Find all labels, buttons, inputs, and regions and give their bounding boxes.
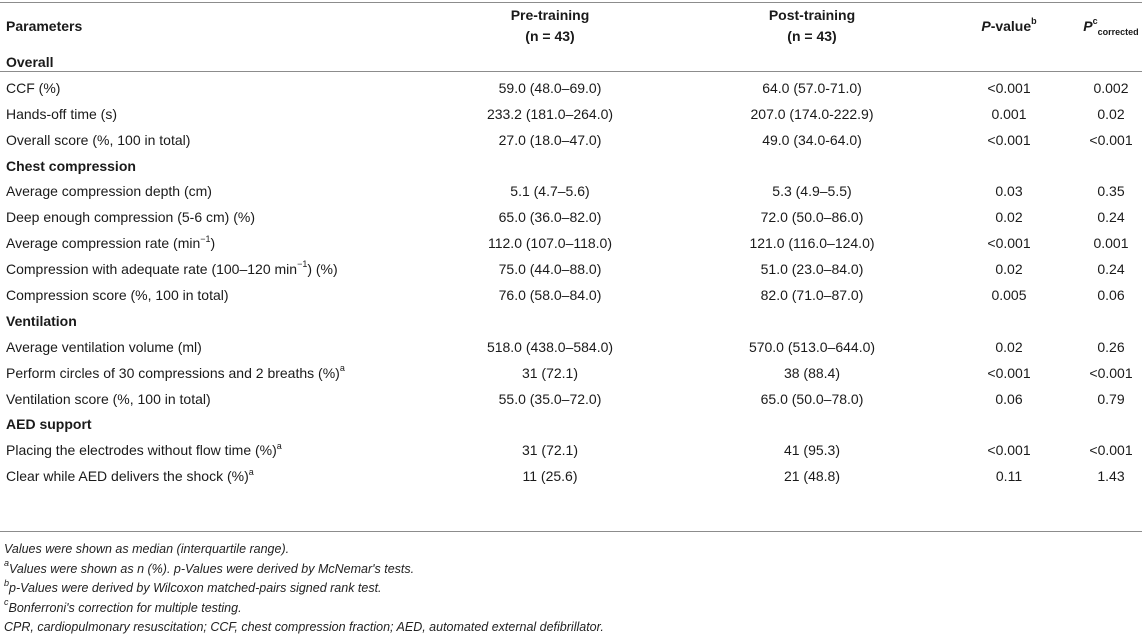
p-corrected-cell: 0.001 bbox=[1093, 235, 1129, 252]
p-corrected-cell: 0.002 bbox=[1093, 79, 1129, 96]
p-value-cell: <0.001 bbox=[987, 79, 1031, 96]
table-row bbox=[0, 204, 1142, 230]
pre-cell: 31 (72.1) bbox=[521, 364, 579, 381]
post-cell: 51.0 (23.0–84.0) bbox=[760, 261, 864, 278]
param-cell: Average compression rate $(\min^{-1})$ bbox=[6, 233, 216, 252]
col-parameters: Parameters bbox=[6, 17, 83, 34]
note-5: CPR, cardiopulmonary resuscitation; CCF, chest compression fraction; AED, automated external defibrillator. bbox=[4, 620, 604, 634]
note-1: Values were shown as median (interquartile range). bbox=[4, 542, 290, 556]
pre-cell: 75.0 (44.0–88.0) bbox=[498, 261, 602, 278]
param-cell: Hands-off time (s) bbox=[6, 105, 117, 122]
post-cell: 49.0 (34.0-64.0) bbox=[762, 131, 862, 148]
pre-cell: 11 (25.6) bbox=[522, 468, 578, 485]
header-row bbox=[0, 3, 1142, 49]
section-title: Overall bbox=[6, 53, 54, 70]
post-cell: 121.0 (116.0–124.0) bbox=[749, 235, 875, 252]
param-cell: Placing the electrodes without flow time (%)$^a$ bbox=[6, 440, 282, 459]
pre-cell: 65.0 (36.0–82.0) bbox=[498, 209, 602, 226]
post-cell: 5.3 (4.9–5.5) bbox=[772, 183, 852, 200]
p-value-cell: 0.005 bbox=[991, 286, 1027, 303]
p-corrected-cell: 0.02 bbox=[1097, 105, 1125, 122]
pre-cell: 27.0 (18.0–47.0) bbox=[498, 131, 602, 148]
post-cell: 38 (88.4) bbox=[783, 364, 841, 381]
section-header bbox=[0, 308, 1142, 334]
pre-cell: 5.1 (4.7–5.6) bbox=[510, 183, 590, 200]
section-title: Chest compression bbox=[6, 157, 136, 174]
p-value-cell: 0.06 bbox=[995, 390, 1023, 407]
results-table bbox=[0, 3, 1142, 489]
col-p-value: P-value$^b$ bbox=[981, 15, 1037, 34]
param-cell: Average compression depth (cm) bbox=[6, 183, 212, 200]
table-row bbox=[0, 437, 1142, 463]
pre-cell: 59.0 (48.0–69.0) bbox=[498, 79, 602, 96]
col-pre-training: Pre-training (n = 43) bbox=[420, 3, 680, 49]
p-corrected-cell: <0.001 bbox=[1089, 442, 1133, 459]
p-corrected-cell: 0.35 bbox=[1097, 183, 1125, 200]
p-value-cell: <0.001 bbox=[987, 364, 1031, 381]
post-cell: 65.0 (50.0–78.0) bbox=[760, 390, 864, 407]
pre-cell: 518.0 (438.0–584.0) bbox=[486, 338, 614, 355]
p-corrected-cell: 0.24 bbox=[1097, 261, 1125, 278]
p-value-cell: 0.02 bbox=[995, 261, 1023, 278]
section-title: Ventilation bbox=[6, 312, 77, 329]
table-row bbox=[0, 334, 1142, 360]
post-cell: 72.0 (50.0–86.0) bbox=[760, 209, 864, 226]
section-header bbox=[0, 49, 1142, 75]
param-cell: Overall score (%, 100 in total) bbox=[6, 131, 191, 148]
p-value-cell: 0.02 bbox=[995, 338, 1023, 355]
param-cell: Average ventilation volume (ml) bbox=[6, 338, 202, 355]
p-corrected-cell: 1.43 bbox=[1097, 468, 1125, 485]
table-row bbox=[0, 75, 1142, 101]
table-row bbox=[0, 127, 1142, 153]
col-p-corrected: $P^c_{corrected}$ bbox=[1083, 15, 1139, 37]
pre-n: (n = 43) bbox=[525, 28, 575, 44]
post-cell: 64.0 (57.0-71.0) bbox=[762, 79, 862, 96]
note-3: $^b$p-Values were derived by Wilcoxon matched-pairs signed rank test. bbox=[4, 577, 382, 595]
note-4: $^c$Bonferroni's correction for multiple testing. bbox=[4, 597, 242, 615]
p-value-cell: <0.001 bbox=[987, 235, 1031, 252]
pre-cell: 233.2 (181.0–264.0) bbox=[486, 105, 614, 122]
table-row bbox=[0, 282, 1142, 308]
post-cell: 21 (48.8) bbox=[783, 468, 841, 485]
post-cell: 41 (95.3) bbox=[783, 442, 841, 459]
table-row bbox=[0, 256, 1142, 282]
p-value-cell: <0.001 bbox=[987, 131, 1031, 148]
pre-cell: 76.0 (58.0–84.0) bbox=[498, 286, 602, 303]
table-row bbox=[0, 178, 1142, 204]
param-cell: Ventilation score (%, 100 in total) bbox=[6, 390, 211, 407]
p-value-cell: 0.02 bbox=[995, 209, 1023, 226]
pre-cell: 112.0 (107.0–118.0) bbox=[487, 235, 613, 252]
table-row bbox=[0, 101, 1142, 127]
p-value-cell: 0.03 bbox=[995, 183, 1023, 200]
table-row bbox=[0, 463, 1142, 489]
p-corrected-cell: 0.79 bbox=[1097, 390, 1125, 407]
section-header bbox=[0, 411, 1142, 437]
section-title: AED support bbox=[6, 416, 92, 433]
col-post-training: Post-training (n = 43) bbox=[680, 3, 944, 49]
param-cell: Perform circles of 30 compressions and 2 breaths (%)$^a$ bbox=[6, 362, 345, 381]
param-cell: CCF (%) bbox=[6, 79, 61, 96]
table-notes bbox=[4, 540, 604, 638]
p-corrected-cell: <0.001 bbox=[1089, 131, 1133, 148]
param-cell: Clear while AED delivers the shock (%)$^a$ bbox=[6, 466, 254, 485]
post-n: (n = 43) bbox=[787, 28, 837, 44]
post-cell: 570.0 (513.0–644.0) bbox=[748, 338, 876, 355]
note-2: $^a$Values were shown as n (%). p-Values were derived by McNemar's tests. bbox=[4, 558, 415, 576]
post-cell: 82.0 (71.0–87.0) bbox=[760, 286, 864, 303]
p-value-cell: <0.001 bbox=[987, 442, 1031, 459]
table-body bbox=[0, 49, 1142, 489]
param-cell: Compression score (%, 100 in total) bbox=[6, 286, 229, 303]
param-cell: Deep enough compression (5-6 cm) (%) bbox=[6, 209, 255, 226]
p-corrected-cell: <0.001 bbox=[1089, 364, 1133, 381]
param-cell: Compression with adequate rate (100–120 $\min^{-1}$) (%) bbox=[6, 259, 338, 278]
p-value-cell: 0.11 bbox=[995, 468, 1023, 485]
pre-cell: 55.0 (35.0–72.0) bbox=[498, 390, 602, 407]
table-row bbox=[0, 360, 1142, 386]
post-cell: 207.0 (174.0-222.9) bbox=[750, 105, 874, 122]
p-corrected-cell: 0.26 bbox=[1097, 338, 1125, 355]
table-row bbox=[0, 230, 1142, 256]
p-corrected-cell: 0.24 bbox=[1097, 209, 1125, 226]
p-value-cell: 0.001 bbox=[991, 105, 1027, 122]
p-corrected-cell: 0.06 bbox=[1097, 286, 1125, 303]
table-row bbox=[0, 386, 1142, 412]
section-header bbox=[0, 153, 1142, 179]
bottom-rule bbox=[0, 531, 1142, 532]
pre-cell: 31 (72.1) bbox=[521, 442, 579, 459]
